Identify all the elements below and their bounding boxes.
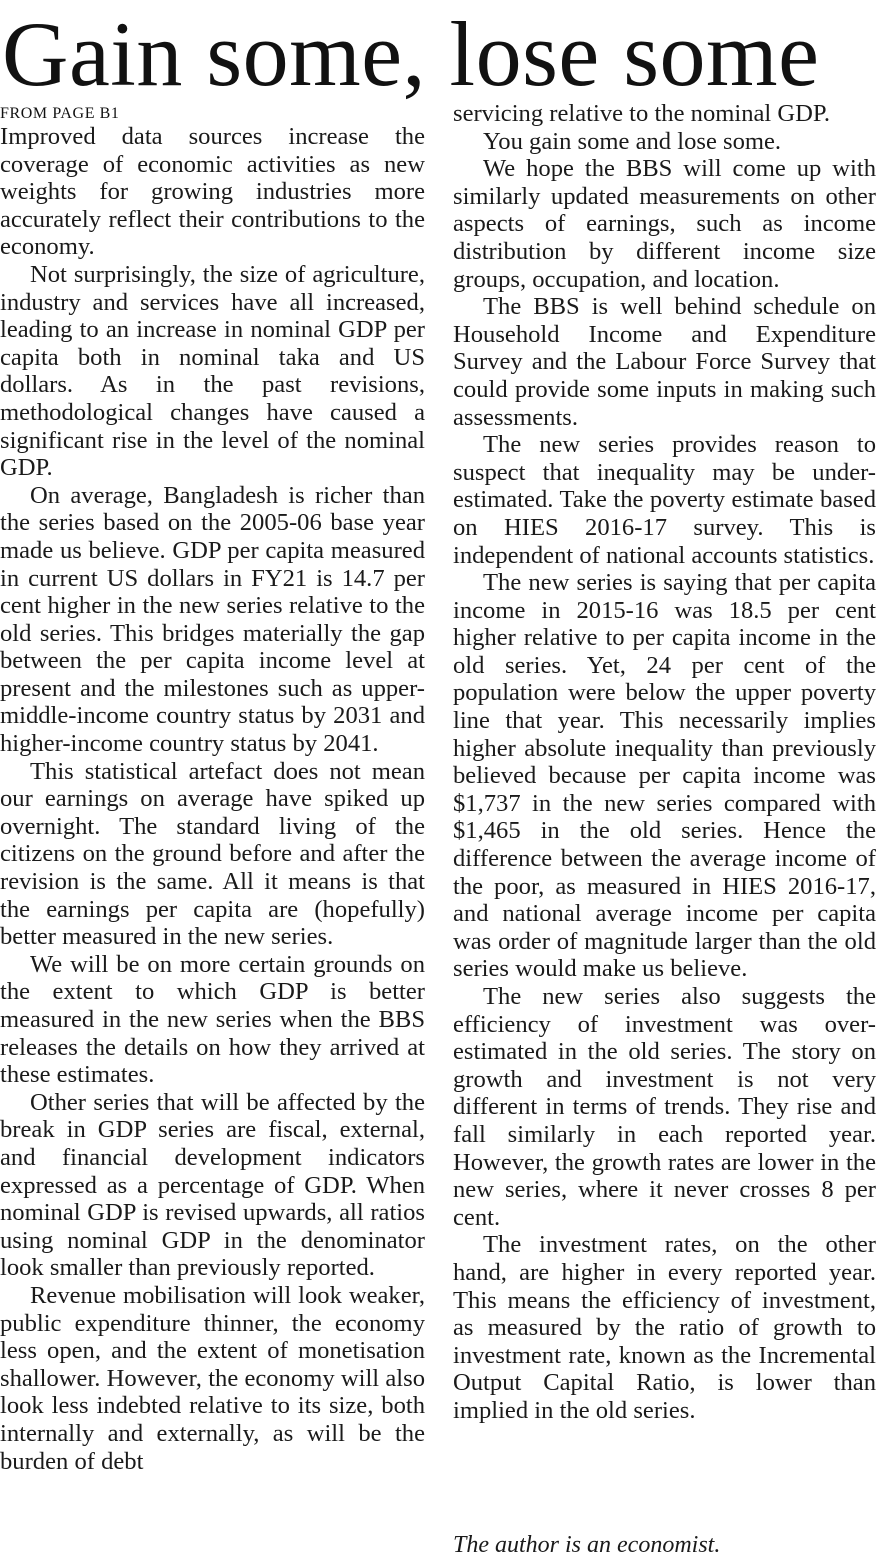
paragraph: servicing relative to the nominal GDP. bbox=[453, 100, 831, 127]
paragraph: The new series provides reason to suspect that inequality may be under-estimated. Take the poverty estimate based on HIES 2016-17 survey. This is independent of national accounts statistics. bbox=[453, 431, 876, 569]
paragraph: We will be on more certain grounds on the extent to which GDP is better measured in the new series when the BBS releases the details on how they arrived at these estimates. bbox=[0, 950, 425, 1089]
paragraph: On average, Bangladesh is richer than the series based on the 2005-06 base year made us believe. GDP per capita measured in current US dollars in FY21 is 14.7 per cent higher in the new series relative to the old series. This bridges materially the gap between the per capita income level at present and the milestones such as upper-middle-income country status by 2031 and higher-income country status by 2041. bbox=[0, 481, 425, 758]
paragraph: Revenue mobilisation will look weaker, public expenditure thinner, the economy less open, and the extent of monetisation shallower. However, the economy will also look less indebted relative to its size, both internally and externally, as will be the burden of debt bbox=[0, 1281, 425, 1475]
paragraph: We hope the BBS will come up with similarly updated measurements on other aspects of earnings, such as income distribution by different income size groups, occupation, and location. bbox=[453, 155, 876, 293]
paragraph: Not surprisingly, the size of agriculture, industry and services have all increased, leading to an increase in nominal GDP per capita both in nominal taka and US dollars. As in the past revisions, methodological changes have caused a significant rise in the level of the nominal GDP. bbox=[0, 260, 425, 482]
paragraph: The investment rates, on the other hand, are higher in every reported year. This means the efficiency of investment, as measured by the ratio of growth to investment rate, known as the Incremental Output Capital Ratio, is lower than implied in the old series. bbox=[453, 1231, 876, 1424]
paragraph: This statistical artefact does not mean our earnings on average have spiked up overnight. The standard living of the citizens on the ground before and after the revision is the same. All it means is that the earnings per capita are (hopefully) better measured in the new series. bbox=[0, 757, 425, 951]
paragraph: Other series that will be affected by the break in GDP series are fiscal, external, and financial development indicators expressed as a percentage of GDP. When nominal GDP is revised upwards, all ratios using nominal GDP in the denominator look smaller than previously reported. bbox=[0, 1088, 425, 1282]
paragraph: The new series also suggests the efficiency of investment was over-estimated in the old series. The story on growth and investment is not very different in terms of trends. They rise and fall similarly in each reported year. However, the growth rates are lower in the new series, where it never crosses 8 per cent. bbox=[453, 983, 876, 1231]
left-column bbox=[0, 100, 425, 1475]
paragraph: The BBS is well behind schedule on Household Income and Expenditure Survey and the Labour Force Survey that could provide some inputs in making such assessments. bbox=[453, 293, 876, 431]
headline: Gain some, lose some bbox=[2, 3, 820, 105]
right-column bbox=[453, 100, 876, 1425]
paragraph: You gain some and lose some. bbox=[483, 127, 782, 155]
continued-from-label: FROM PAGE B1 bbox=[0, 105, 120, 122]
paragraph: Improved data sources increase the coverage of economic activities as new weights for growing industries more accurately reflect their contributions to the economy. bbox=[0, 123, 425, 261]
paragraph: The new series is saying that per capita income in 2015-16 was 18.5 per cent higher relative to per capita income in the old series. Yet, 24 per cent of the population were below the upper poverty line that year. This necessarily implies higher absolute inequality than previously believed because per capita income was $1,737 in the new series compared with $1,465 in the old series. Hence the difference between the average income of the poor, as measured in HIES 2016-17, and national average income per capita was order of magnitude larger than the old series would make us believe. bbox=[453, 569, 876, 983]
author-signoff: The author is an economist. bbox=[453, 1532, 721, 1558]
